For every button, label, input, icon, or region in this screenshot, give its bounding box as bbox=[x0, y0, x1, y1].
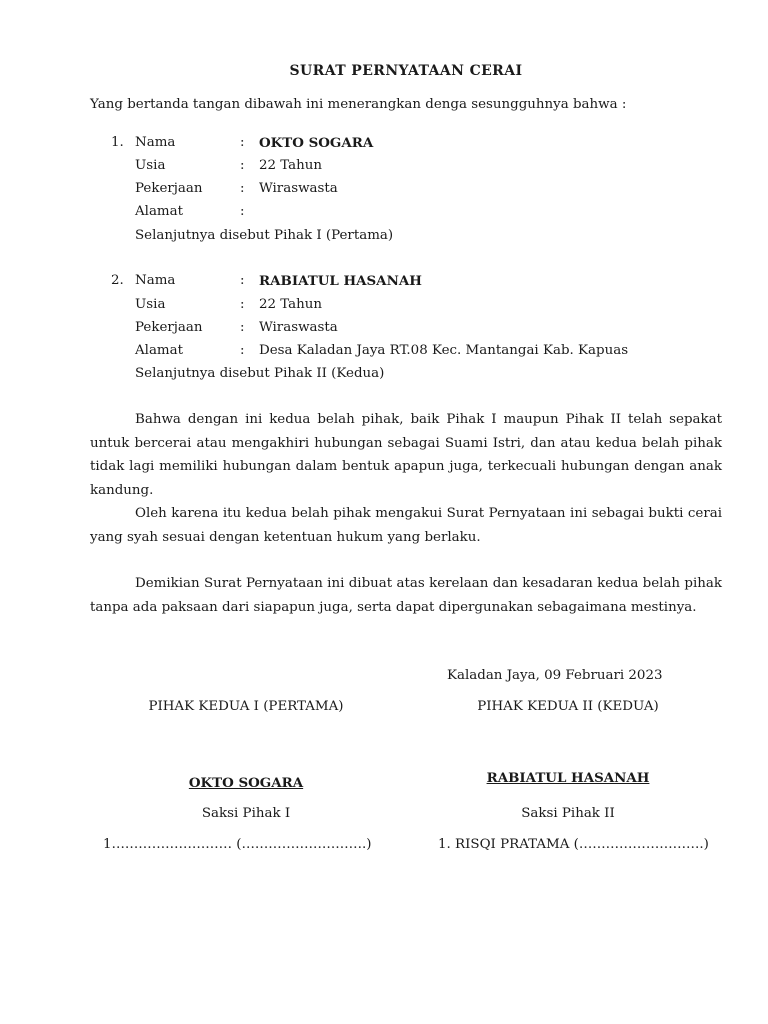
right-witness-heading: Saksi Pihak II bbox=[521, 806, 615, 821]
party-2-address-label: Alamat bbox=[135, 343, 183, 358]
statement-paragraph-2: Oleh karena itu kedua belah pihak mengakui Surat Pernyataan ini sebagai bukti cerai yang syah sesuai dengan ketentuan hukum yang berlaku. bbox=[90, 506, 722, 545]
party-2-designation: Selanjutnya disebut Pihak II (Kedua) bbox=[135, 366, 385, 381]
party-1-job-label: Pekerjaan bbox=[135, 181, 203, 196]
left-witness-line: 1……………………… (……………………….) bbox=[103, 837, 372, 852]
party-1-job-value: Wiraswasta bbox=[259, 181, 338, 196]
party-2-address-value: Desa Kaladan Jaya RT.08 Kec. Mantangai Kab. Kapuas bbox=[259, 343, 629, 358]
colon: : bbox=[240, 135, 245, 150]
party-1-age-value: 22 Tahun bbox=[259, 158, 323, 173]
party-1-name-label: Nama bbox=[135, 135, 176, 150]
closing-paragraph: Demikian Surat Pernyataan ini dibuat atas kerelaan dan kesadaran kedua belah pihak tanpa ada paksaan dari siapapun juga, serta dapat dipergunakan sebagaimana mestinya. bbox=[90, 576, 722, 615]
colon: : bbox=[240, 204, 245, 219]
party-1-name-value: OKTO SOGARA bbox=[259, 135, 374, 151]
party-1-designation: Selanjutnya disebut Pihak I (Pertama) bbox=[135, 228, 394, 243]
party-1-address-label: Alamat bbox=[135, 204, 183, 219]
intro-text: Yang bertanda tangan dibawah ini menerangkan denga sesungguhnya bahwa : bbox=[90, 97, 627, 112]
document-title: SURAT PERNYATAAN CERAI bbox=[289, 63, 523, 79]
party-2-age-value: 22 Tahun bbox=[259, 297, 323, 312]
left-signatory-name: OKTO SOGARA bbox=[188, 775, 304, 791]
colon: : bbox=[240, 343, 245, 358]
party-2-name-value: RABIATUL HASANAH bbox=[259, 273, 422, 289]
right-signatory-heading: PIHAK KEDUA II (KEDUA) bbox=[477, 699, 659, 714]
party-2-job-label: Pekerjaan bbox=[135, 320, 203, 335]
party-2-job-value: Wiraswasta bbox=[259, 320, 338, 335]
statement-paragraph-1: Bahwa dengan ini kedua belah pihak, baik Pihak I maupun Pihak II telah sepakat untuk bercerai atau mengakhiri hubungan sebagai Suami Istri, dan atau kedua belah pihak tidak lagi memiliki hubungan dalam bentuk apapun juga, terkecuali hubungan dengan anak kandung. bbox=[90, 412, 722, 498]
colon: : bbox=[240, 158, 245, 173]
right-witness-line: 1. RISQI PRATAMA (……………………….) bbox=[438, 837, 709, 852]
colon: : bbox=[240, 181, 245, 196]
right-signatory-name: RABIATUL HASANAH bbox=[486, 770, 650, 786]
left-witness-heading: Saksi Pihak I bbox=[201, 806, 291, 821]
place-date: Kaladan Jaya, 09 Februari 2023 bbox=[447, 668, 663, 683]
colon: : bbox=[240, 320, 245, 335]
left-signatory-heading: PIHAK KEDUA I (PERTAMA) bbox=[148, 699, 344, 714]
party-2-number: 2. bbox=[111, 273, 124, 288]
colon: : bbox=[240, 273, 245, 288]
party-2-name-label: Nama bbox=[135, 273, 176, 288]
party-2-age-label: Usia bbox=[135, 297, 166, 312]
party-1-age-label: Usia bbox=[135, 158, 166, 173]
party-1-number: 1. bbox=[111, 135, 124, 150]
colon: : bbox=[240, 297, 245, 312]
